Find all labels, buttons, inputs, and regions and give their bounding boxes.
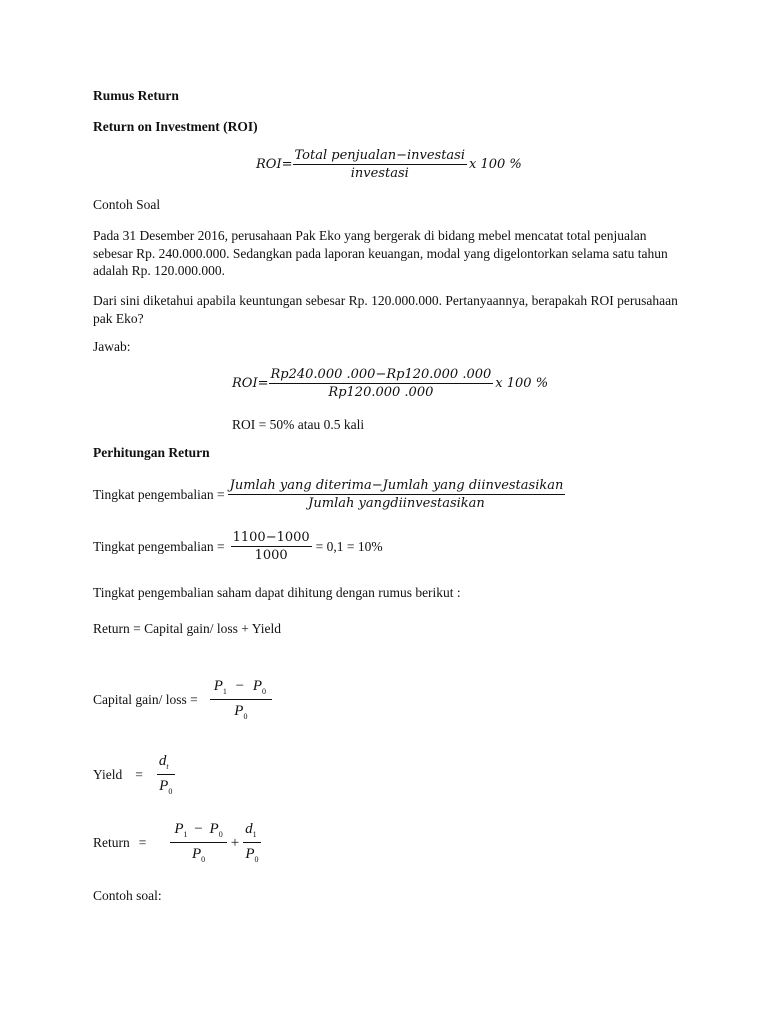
roi-calc-numerator: Rp240.000 .000−Rp120.000 .000: [270, 367, 492, 382]
return-fraction-2-numerator: $d_1$: [243, 820, 261, 843]
tingkat-calc-denominator: 1000: [254, 548, 288, 563]
capital-gain-label: Capital gain/ loss =: [93, 692, 198, 707]
roi-calc-equals: =: [257, 376, 269, 391]
capital-gain-denominator: $P_0$: [234, 703, 248, 721]
capital-gain-formula: [93, 677, 272, 723]
tingkat-fraction: [228, 478, 566, 511]
yield-denominator: $P_0$: [159, 778, 173, 796]
question-paragraph: Dari sini diketahui apabila keuntungan sebesar Rp. 120.000.000. Pertanyaannya, berapakah ROI perusahaan pak Eko?: [93, 293, 678, 326]
return-plus: +: [230, 834, 240, 851]
roi-formula: [256, 148, 522, 181]
tingkat-calc-fraction: [231, 530, 312, 563]
roi-lhs: ROI: [256, 157, 282, 172]
tingkat-label: Tingkat pengembalian =: [93, 486, 225, 502]
heading-perhitungan-return: Perhitungan Return: [93, 445, 210, 460]
heading-rumus-return: Rumus Return: [93, 88, 179, 103]
return-fraction-1: [170, 820, 226, 866]
roi-numerator: Total penjualan−investasi: [294, 148, 466, 163]
yield-equals: =: [135, 767, 143, 782]
tingkat-numerator: Jumlah yang diterima−Jumlah yang diinvestasikan: [229, 478, 564, 493]
tingkat-denominator: Jumlah yangdiinvestasikan: [308, 496, 485, 511]
return-label: Return: [93, 835, 130, 850]
return-fraction-2: [243, 820, 261, 866]
yield-formula: [93, 752, 175, 798]
capital-gain-numerator: $P_1 - P_0$: [210, 677, 272, 700]
problem-paragraph: Pada 31 Desember 2016, perusahaan Pak Eko yang bergerak di bidang mebel mencatat total penjualan sebesar Rp. 240.000.000. Sedangkan pada laporan keuangan, modal yang digelontorkan selama satu tahun adalah Rp. 120.000.000.: [93, 228, 668, 278]
yield-numerator: $d_t$: [157, 752, 175, 775]
tingkat-calc-numerator: 1100−1000: [232, 530, 310, 545]
capital-gain-fraction: [210, 677, 272, 723]
roi-calc-multiplier: x 100 %: [495, 376, 549, 391]
contoh-soal-2-label: Contoh soal:: [93, 888, 162, 903]
return-formula: [93, 820, 261, 866]
return-fraction-1-numerator: $P_1 - P_0$: [170, 820, 226, 843]
tingkat-formula: [93, 478, 565, 511]
yield-label: Yield: [93, 767, 123, 782]
tingkat-calc-label: Tingkat pengembalian =: [93, 538, 225, 554]
contoh-soal-label: Contoh Soal: [93, 197, 161, 212]
roi-result: ROI = 50% atau 0.5 kali: [232, 417, 365, 432]
roi-calc-denominator: Rp120.000 .000: [328, 385, 434, 400]
roi-multiplier: x 100 %: [469, 157, 522, 172]
roi-equals: =: [281, 157, 293, 172]
heading-roi: Return on Investment (ROI): [93, 119, 258, 134]
tingkat-saham-text: Tingkat pengembalian saham dapat dihitung dengan rumus berikut :: [93, 585, 461, 600]
tingkat-calc-result: = 0,1 = 10%: [315, 538, 383, 554]
roi-calc-fraction: [269, 367, 494, 400]
return-definition: Return = Capital gain/ loss + Yield: [93, 621, 281, 636]
return-equals: =: [138, 835, 147, 850]
roi-fraction: [293, 148, 468, 181]
return-fraction-1-denominator: $P_0$: [191, 846, 206, 864]
return-fraction-2-denominator: $P_0$: [245, 846, 259, 864]
roi-calc-lhs: ROI: [232, 376, 258, 391]
roi-calculation: [232, 367, 548, 400]
roi-denominator: investasi: [350, 166, 409, 181]
tingkat-calculation: [93, 530, 383, 563]
jawab-label: Jawab:: [93, 339, 131, 354]
yield-fraction: [157, 752, 175, 798]
